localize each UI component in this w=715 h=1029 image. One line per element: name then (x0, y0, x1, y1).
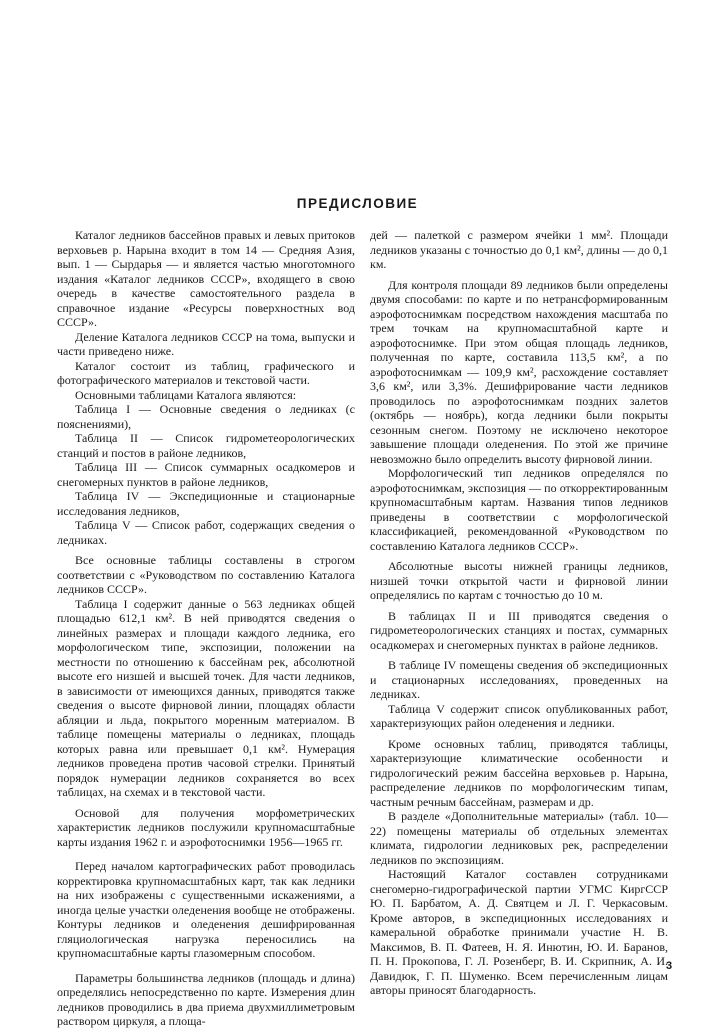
paragraph-table-2: Таблица II — Список гидрометеорологических станций и постов в районе ледников, (57, 431, 355, 460)
paragraph-division: Деление Каталога ледников СССР на тома, выпуски и части приведено ниже. (57, 329, 355, 358)
paragraph-additional-materials: В разделе «Дополнительные материалы» (табл. 10—22) помещены материалы об отдельных элементах климата, гидрологии ледниковых рек, распределении ледников по экспозициям. (370, 809, 668, 867)
left-text-column (57, 228, 355, 1029)
paragraph-composition: Каталог состоит из таблиц, графического и фотографического материалов и текстовой части. (57, 358, 355, 387)
page-title: ПРЕДИСЛОВИЕ (296, 196, 419, 211)
paragraph-elevations: Абсолютные высоты нижней границы ледников, низшей точки открытой части и фирновой линии определялись по картам с точностью до 10 м. (370, 559, 668, 602)
paragraph-table-3: Таблица III — Список суммарных осадкомеров и снегомерных пунктов в районе ледников, (57, 460, 355, 489)
paragraph-guideline: Все основные таблицы составлены в строгом соответствии с «Руководством по составлению Каталога ледников СССР». (57, 553, 355, 596)
page-number: 3 (666, 960, 673, 972)
paragraph-table-5: Таблица V — Список работ, содержащих сведения о ледниках. (57, 518, 355, 547)
paragraph-table-5-info: Таблица V содержит список опубликованных работ, характеризующих район оледенения и ледники. (370, 701, 668, 730)
paragraph-table-1-details: Таблица I содержит данные о 563 ледниках общей площадью 612,1 км². В ней приводятся сведения о линейных размерах и площади каждого ледника, его морфологическом типе, экспозиции, положении на местности по отношению к бассейнам рек, абсолютной высоте его низшей и высшей точек. Для части ледников, в зависимости от имеющихся данных, приводятся также сведения о высоте фирновой линии, площадях области абляции и льда, покрытого моренным материалом. В таблице помещены материалы о ледниках, площадь которых равна или превышает 0,1 км². Нумерация ледников проведена против часовой стрелки. Принятый порядок нумерации ледников сохраняется во всех таблицах, на схемах и в текстовой части. (57, 596, 355, 799)
paragraph-intro: Каталог ледников бассейнов правых и левых притоков верховьев р. Нарына входит в том 14 — Средняя Азия, вып. 1 — Сырдарья — и является частью многотомного издания «Каталог ледников СССР», входящего в свою очередь в качестве самостоятельного раздела в справочное издание «Ресурсы поверхностных вод СССР». (57, 228, 355, 329)
paragraph-tables-2-3: В таблицах II и III приводятся сведения о гидрометеорологических станциях и постах, суммарных осадкомерах и снегомерных пунктах в районе ледников. (370, 608, 668, 652)
paragraph-morphological-type: Морфологический тип ледников определялся по аэрофотоснимкам, экспозиция — по откорректированным крупномасштабным картам. Названия типов ледников приведены в соответствии с морфологической классификацией, рекомендованной «Руководством по составлению Каталога ледников СССР». (370, 466, 668, 553)
paragraph-table-1: Таблица I — Основные сведения о ледниках (с пояснениями), (57, 402, 355, 431)
paragraph-measurement: Параметры большинства ледников (площадь и длина) определялись непосредственно по карте. Измерения длин ледников проводились в два приема двухмиллиметровым раствором циркуля, а площа- (57, 970, 355, 1028)
paragraph-source-maps: Основой для получения морфометрических характеристик ледников послужили крупномасштабные карты издания 1962 г. и аэрофотоснимки 1956—1965 гг. (57, 805, 355, 849)
paragraph-area-control: Для контроля площади 89 ледников были определены двумя способами: по карте и по нетрансформированным аэрофотоснимкам посредством нахождения масштаба по трем точкам на крупномасштабной карте и аэрофотоснимке. При этом общая площадь ледников, полученная по карте, составила 113,5 км², а по аэрофотоснимкам — 109,9 км², расхождение составляет 3,6 км², или 3,3%. Дешифрирование части ледников проводилось по аэрофотоснимкам поздних залетов (октябрь — ноябрь), когда ледники были покрыты сезонным снегом. Поэтому не исключено некоторое завышение площади оледенения. По этой же причине невозможно было определить высоту фирновой линии. (370, 277, 668, 466)
paragraph-table-4: Таблица IV — Экспедиционные и стационарные исследования ледников, (57, 489, 355, 518)
right-text-column (370, 228, 668, 998)
paragraph-main-tables: Основными таблицами Каталога являются: (75, 387, 297, 402)
paragraph-measurement-continued: дей — палеткой с размером ячейки 1 мм². Площади ледников указаны с точностью до 0,1 км², длины — до 0,1 км. (370, 228, 668, 271)
paragraph-table-4-info: В таблице IV помещены сведения об экспедиционных и стационарных исследованиях, проведенных на ледниках. (370, 658, 668, 701)
paragraph-additional-tables: Кроме основных таблиц, приводятся таблицы, характеризующие климатические особенности и гидрологический режим бассейна верховьев р. Нарына, распределение ледников по морфологическим типам, частным речным бассейнам, размерам и др. (370, 736, 668, 809)
paragraph-authors: Настоящий Каталог составлен сотрудниками снегомерно-гидрографической партии УГМС КиргССР Ю. П. Барбатом, А. Д. Святцем и Л. Г. Черкасовым. Кроме авторов, в экспедиционных исследованиях и камеральной обработке принимали участие Н. В. Максимов, В. П. Фатеев, Н. Я. Инютин, Ю. И. Баранов, П. Н. Прокопова, Г. Л. Розенберг, В. И. Скрипник, А. И. Давидюк, Г. П. Шуменко. Всем перечисленным лицам авторы приносят благодарность. (370, 867, 668, 997)
paragraph-map-correction: Перед началом картографических работ проводилась корректировка крупномасштабных карт, так как ледники на них изображены с существенными искажениями, а иногда целые участки оледенения вообще не отображены. Контуры ледников и оледенения дешифрированная гляциологическая нагрузка переносились на крупномасштабные карты глазомерным способом. (57, 859, 355, 960)
